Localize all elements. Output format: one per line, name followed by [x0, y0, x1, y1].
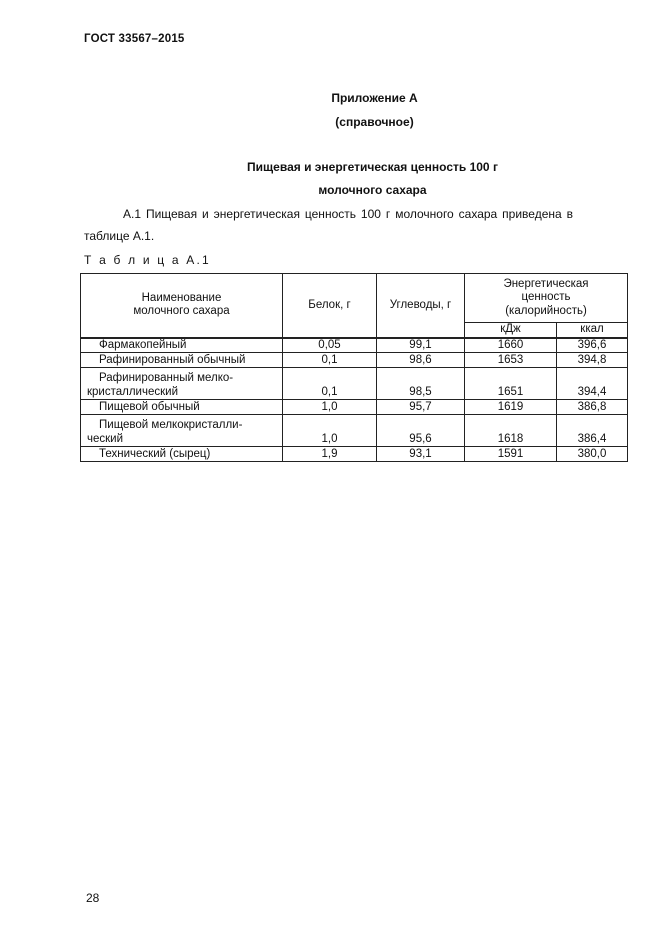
cell-protein: 1,9 [283, 447, 377, 462]
cell-carbs: 95,7 [377, 400, 465, 415]
table-row [81, 368, 628, 400]
cell-name-line2: ческий [87, 432, 124, 445]
cell-protein: 0,1 [283, 353, 377, 368]
cell-kcal: 380,0 [557, 447, 628, 462]
cell-carbs: 93,1 [377, 447, 465, 462]
cell-name-line1: Пищевой мелкокристалли- [99, 419, 243, 431]
cell-name: Рафинированный обычный [81, 353, 283, 368]
cell-protein: 0,1 [283, 368, 377, 400]
cell-kj: 1653 [465, 353, 557, 368]
table-row [81, 353, 628, 368]
cell-kcal: 386,4 [557, 415, 628, 447]
cell-name: Фармакопейный [81, 338, 283, 353]
table-row [81, 447, 628, 462]
paragraph-line2: таблице А.1. [84, 229, 155, 243]
cell-name-line1: Рафинированный мелко- [99, 372, 234, 384]
cell-kj: 1591 [465, 447, 557, 462]
cell-kj: 1619 [465, 400, 557, 415]
header-kj: кДж [465, 323, 557, 338]
cell-protein: 0,05 [283, 338, 377, 353]
cell-kcal: 394,8 [557, 353, 628, 368]
cell-carbs: 98,6 [377, 353, 465, 368]
cell-name [81, 415, 283, 447]
page-number: 28 [86, 891, 100, 905]
header-kcal: ккал [557, 323, 628, 338]
cell-name: Технический (сырец) [81, 447, 283, 462]
document-code: ГОСТ 33567–2015 [84, 33, 185, 45]
header-name: Наименование молочного сахара [81, 274, 283, 338]
table-row [81, 415, 628, 447]
cell-name [81, 368, 283, 400]
annex-type: (справочное) [335, 115, 414, 129]
table-caption: Т а б л и ц а А.1 [84, 253, 211, 267]
paragraph-line1: А.1 Пищевая и энергетическая ценность 100 г молочного сахара приведена в [123, 207, 573, 221]
annex-title: Приложение А [331, 91, 418, 105]
section-title-line1: Пищевая и энергетическая ценность 100 г [247, 160, 498, 174]
cell-kcal: 396,6 [557, 338, 628, 353]
table-row [81, 338, 628, 353]
header-energy: Энергетическая ценность (калорийность) [465, 274, 628, 323]
cell-protein: 1,0 [283, 415, 377, 447]
cell-kcal: 386,8 [557, 400, 628, 415]
header-carbs: Углеводы, г [377, 274, 465, 338]
nutrition-table [80, 273, 628, 462]
cell-protein: 1,0 [283, 400, 377, 415]
cell-carbs: 99,1 [377, 338, 465, 353]
cell-kj: 1618 [465, 415, 557, 447]
cell-name: Пищевой обычный [81, 400, 283, 415]
table-row [81, 400, 628, 415]
cell-carbs: 95,6 [377, 415, 465, 447]
cell-kj: 1651 [465, 368, 557, 400]
cell-name-line2: кристаллический [87, 385, 178, 398]
cell-carbs: 98,5 [377, 368, 465, 400]
header-protein: Белок, г [283, 274, 377, 338]
cell-kj: 1660 [465, 338, 557, 353]
section-title-line2: молочного сахара [318, 183, 427, 197]
cell-kcal: 394,4 [557, 368, 628, 400]
